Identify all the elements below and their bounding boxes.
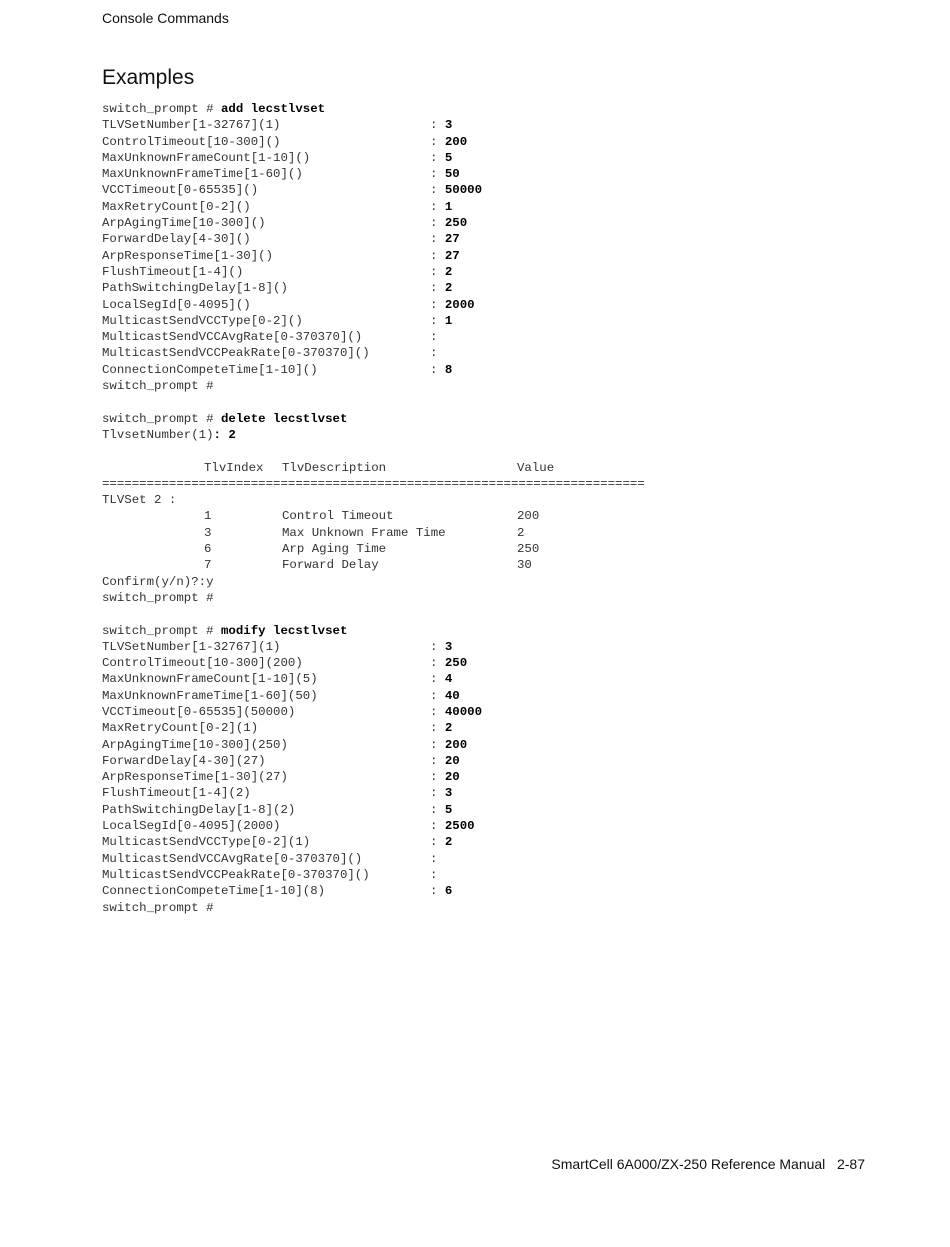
parameter-value-field: : 5 [430,150,453,165]
parameter-name: MaxRetryCount[0-2]() [102,199,251,214]
table-cell-description: Max Unknown Frame Time [282,525,446,540]
parameter-name: MulticastSendVCCAvgRate[0-370370]() [102,851,363,866]
parameter-row [102,688,882,704]
parameter-value: 27 [444,248,460,263]
parameter-value-field: : 2 [430,835,453,850]
parameter-value: 2500 [444,819,475,834]
parameter-name: MulticastSendVCCAvgRate[0-370370]() [102,330,363,345]
parameter-row [102,639,882,655]
blank-line [102,443,882,459]
parameter-value: 40000 [444,704,483,719]
end-prompt: switch_prompt # [102,379,214,394]
parameter-name: ControlTimeout[10-300]() [102,134,281,149]
parameter-value: 3 [444,639,453,654]
parameter-name: ForwardDelay[4-30](27) [102,753,266,768]
parameter-row [102,883,882,899]
end-prompt: switch_prompt # [102,900,214,915]
parameter-name: ArpAgingTime[10-300]() [102,216,266,231]
parameter-row [102,737,882,753]
parameter-value-field: : [430,851,445,866]
running-head: Console Commands [102,10,229,26]
parameter-value: 2000 [444,297,475,312]
parameter-value: 200 [444,134,468,149]
parameter-name: MaxUnknownFrameCount[1-10]() [102,150,311,165]
section-title: Examples [102,66,195,89]
parameter-name: FlushTimeout[1-4](2) [102,786,251,801]
page-footer [551,1156,865,1172]
parameter-value: 2 [444,264,453,279]
parameter-name: LocalSegId[0-4095]() [102,297,251,312]
parameter-name: ArpAgingTime[10-300](250) [102,737,288,752]
tlvset-number-label: TlvsetNumber(1) [102,427,214,442]
blank-line [102,606,882,622]
table-cell-index: 6 [204,542,212,557]
parameter-name: MulticastSendVCCPeakRate[0-370370]() [102,867,370,882]
parameter-value-field: : 250 [430,656,468,671]
parameter-row [102,248,882,264]
parameter-value: 200 [444,737,468,752]
parameter-value: 50000 [444,183,483,198]
parameter-row [102,231,882,247]
parameter-row [102,720,882,736]
table-row [102,541,882,557]
table-header-description: TlvDescription [282,460,387,475]
table-header-value: Value [517,460,555,475]
delete-command-line [102,411,882,427]
page-number: 2-87 [836,1156,865,1172]
parameter-value-field: : [430,346,445,361]
table-cell-value: 200 [517,509,540,524]
parameter-row [102,345,882,361]
table-cell-index: 3 [204,525,212,540]
confirm-line: Confirm(y/n)?:y [102,574,214,589]
parameter-value-field: : [430,867,445,882]
parameter-row [102,655,882,671]
parameter-value-field: : 3 [430,118,453,133]
parameter-value-field: : 1 [430,313,453,328]
parameter-value: 4 [444,672,453,687]
parameter-row [102,313,882,329]
parameter-value-field: : 2000 [430,297,475,312]
code-example [102,101,882,916]
parameter-name: MaxRetryCount[0-2](1) [102,721,259,736]
parameter-row [102,329,882,345]
modify-command-line [102,623,882,639]
parameter-row [102,704,882,720]
parameter-value: 1 [444,199,453,214]
parameter-row [102,182,882,198]
parameter-row [102,215,882,231]
table-cell-description: Forward Delay [282,558,379,573]
parameter-value: 5 [444,150,453,165]
parameter-value: 3 [444,786,453,801]
prompt-text: switch_prompt # [102,411,221,426]
end-prompt: switch_prompt # [102,590,214,605]
parameter-value: 6 [444,884,453,899]
parameter-row [102,671,882,687]
table-cell-description: Arp Aging Time [282,542,387,557]
table-row [102,508,882,524]
prompt-text: switch_prompt # [102,623,221,638]
parameter-row [102,362,882,378]
parameter-row [102,769,882,785]
parameter-row [102,834,882,850]
tlvset-number-value: : 2 [213,427,236,442]
table-cell-index: 1 [204,509,212,524]
table-row [102,557,882,573]
parameter-name: LocalSegId[0-4095](2000) [102,819,281,834]
parameter-value: 2 [444,721,453,736]
parameter-value: 40 [444,688,460,703]
tlv-table-body [102,508,882,573]
parameter-value-field: : 200 [430,737,468,752]
parameter-name: VCCTimeout[0-65535]() [102,183,259,198]
parameter-row [102,134,882,150]
parameter-value: 5 [444,802,453,817]
parameter-row [102,818,882,834]
parameter-value-field: : 6 [430,884,453,899]
parameter-name: ArpResponseTime[1-30]() [102,248,274,263]
parameter-row [102,166,882,182]
parameter-name: MulticastSendVCCType[0-2](1) [102,835,311,850]
parameter-value: 8 [444,362,453,377]
modify-parameter-list [102,639,882,900]
table-separator: ========================================================================= [102,476,645,491]
blank-line [102,394,882,410]
parameter-row [102,867,882,883]
parameter-row [102,802,882,818]
parameter-value: 2 [444,281,453,296]
parameter-value: 20 [444,770,460,785]
parameter-value-field: : 250 [430,216,468,231]
command-text: delete lecstlvset [220,411,348,426]
parameter-row [102,150,882,166]
parameter-value-field: : 2500 [430,819,475,834]
table-header-row [102,460,882,476]
parameter-name: TLVSetNumber[1-32767](1) [102,639,281,654]
parameter-name: ConnectionCompeteTime[1-10]() [102,362,318,377]
parameter-value-field: : 8 [430,362,453,377]
table-header-index: TlvIndex [204,460,264,475]
parameter-value-field: : 5 [430,802,453,817]
parameter-value-field: : 3 [430,639,453,654]
parameter-name: MulticastSendVCCType[0-2]() [102,313,303,328]
parameter-name: ArpResponseTime[1-30](27) [102,770,288,785]
tlvset-number-line [102,427,882,443]
parameter-row [102,199,882,215]
parameter-value-field: : 2 [430,721,453,736]
command-text: add lecstlvset [220,102,326,116]
parameter-name: MaxUnknownFrameTime[1-60](50) [102,688,318,703]
parameter-name: MulticastSendVCCPeakRate[0-370370]() [102,346,370,361]
parameter-value-field: : 20 [430,753,460,768]
parameter-value: 50 [444,167,460,182]
parameter-value: 20 [444,753,460,768]
add-command-line [102,101,882,117]
manual-title: SmartCell 6A000/ZX-250 Reference Manual [551,1156,826,1172]
prompt-text: switch_prompt # [102,102,221,116]
parameter-row [102,753,882,769]
parameter-value-field: : 50000 [430,183,483,198]
parameter-value-field: : [430,330,445,345]
parameter-name: MaxUnknownFrameCount[1-10](5) [102,672,318,687]
parameter-name: ForwardDelay[4-30]() [102,232,251,247]
parameter-value-field: : 2 [430,264,453,279]
parameter-name: FlushTimeout[1-4]() [102,264,244,279]
parameter-value: 250 [444,216,468,231]
parameter-name: PathSwitchingDelay[1-8]() [102,281,288,296]
table-cell-index: 7 [204,558,212,573]
table-cell-description: Control Timeout [282,509,394,524]
table-row [102,525,882,541]
command-text: modify lecstlvset [220,623,348,638]
parameter-row [102,297,882,313]
parameter-value: 250 [444,656,468,671]
parameter-value: 3 [444,118,453,133]
parameter-row [102,785,882,801]
parameter-name: PathSwitchingDelay[1-8](2) [102,802,296,817]
parameter-value: 1 [444,313,453,328]
table-cell-value: 30 [517,558,532,573]
parameter-name: TLVSetNumber[1-32767](1) [102,118,281,133]
parameter-name: MaxUnknownFrameTime[1-60]() [102,167,303,182]
table-cell-value: 2 [517,525,525,540]
parameter-value-field: : 3 [430,786,453,801]
add-parameter-list [102,117,882,378]
parameter-name: ControlTimeout[10-300](200) [102,656,303,671]
parameter-name: ConnectionCompeteTime[1-10](8) [102,884,326,899]
parameter-row [102,280,882,296]
parameter-row [102,117,882,133]
parameter-name: VCCTimeout[0-65535](50000) [102,704,296,719]
parameter-value-field: : 200 [430,134,468,149]
parameter-value-field: : 2 [430,281,453,296]
parameter-row [102,851,882,867]
parameter-value-field: : 27 [430,232,460,247]
parameter-value-field: : 40000 [430,704,483,719]
table-cell-value: 250 [517,542,540,557]
parameter-value-field: : 27 [430,248,460,263]
parameter-row [102,264,882,280]
parameter-value-field: : 50 [430,167,460,182]
tlvset-label: TLVSet 2 : [102,493,177,508]
parameter-value: 27 [444,232,460,247]
parameter-value-field: : 4 [430,672,453,687]
parameter-value-field: : 40 [430,688,460,703]
parameter-value-field: : 20 [430,770,460,785]
parameter-value: 2 [444,835,453,850]
parameter-value-field: : 1 [430,199,453,214]
